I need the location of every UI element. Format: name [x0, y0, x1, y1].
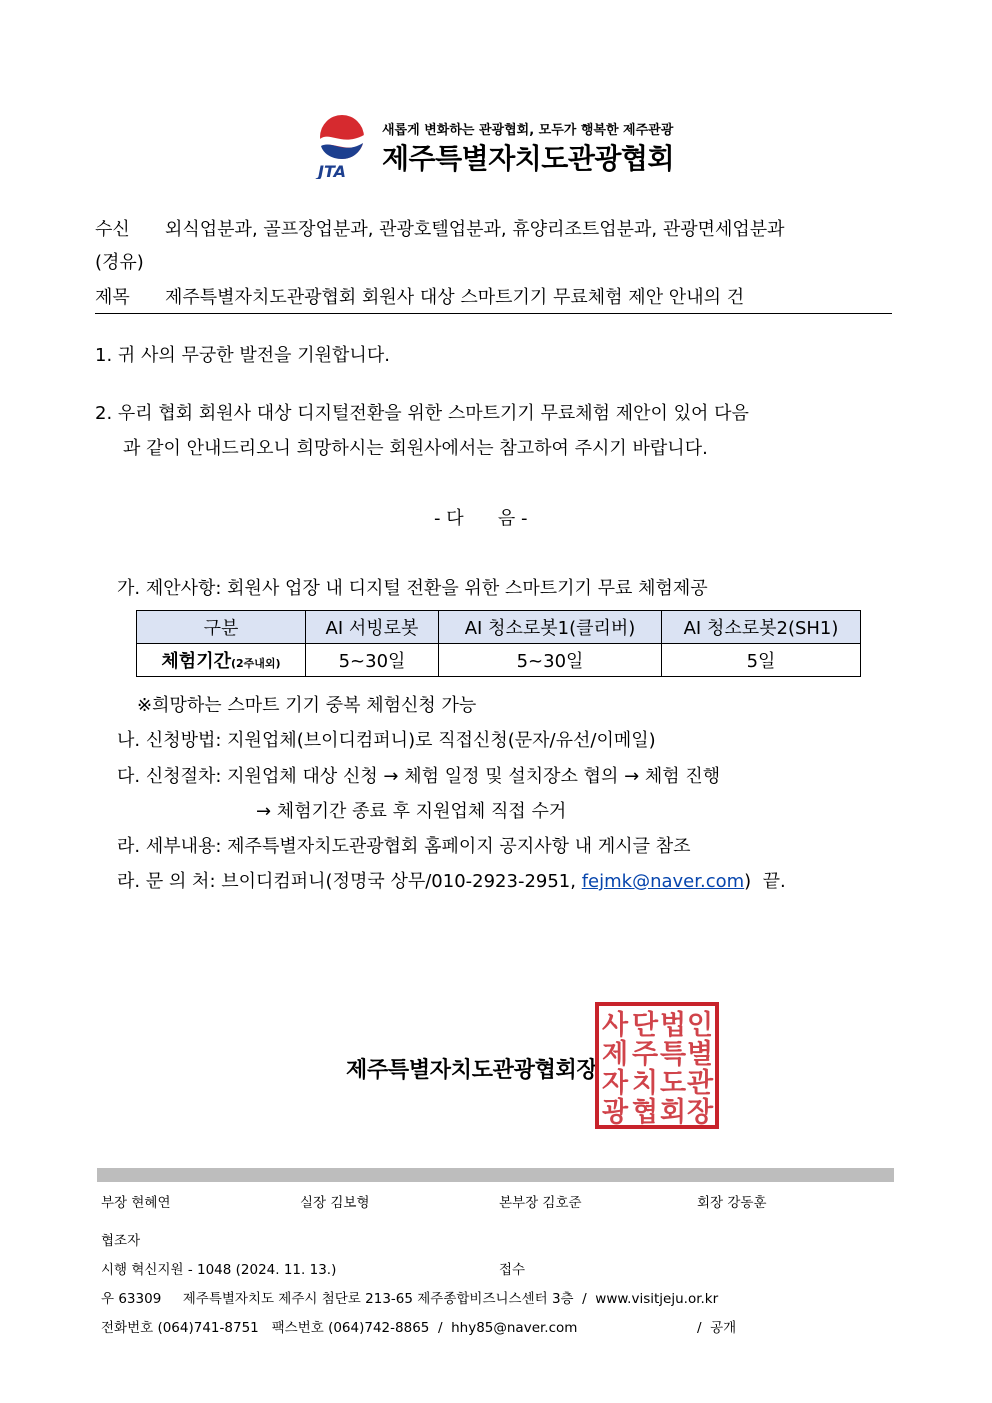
- subject-divider: [95, 313, 892, 314]
- item-ga: 가. 제안사항: 회원사 업장 내 디지털 전환을 위한 스마트기기 무료 체험제공: [117, 578, 708, 599]
- svg-text:광: 광: [601, 1097, 629, 1128]
- cooperator-label: 협조자: [101, 1233, 141, 1249]
- svg-text:단: 단: [631, 1010, 659, 1041]
- svg-text:관: 관: [686, 1068, 714, 1099]
- organization-title: 제주특별자치도관광협회: [382, 142, 675, 175]
- contact-end: ) 끝.: [744, 871, 786, 892]
- recipient-label: 수신: [95, 219, 130, 240]
- table-header-cell: 구분: [137, 611, 306, 644]
- svg-text:사: 사: [601, 1010, 629, 1041]
- table-row-label-cell: [137, 644, 306, 677]
- svg-text:장: 장: [686, 1097, 714, 1128]
- approver-4: 회장 강동훈: [697, 1195, 767, 1211]
- recipient-value: 외식업분과, 골프장업분과, 관광호텔업분과, 휴양리조트업분과, 관광면세업분과: [165, 219, 785, 240]
- item-na: 나. 신청방법: 지원업체(브이디컴퍼니)로 직접신청(문자/유선/이메일): [117, 730, 656, 751]
- duplicate-note: ※희망하는 스마트 기기 중복 체험신청 가능: [137, 695, 477, 716]
- approver-3: 본부장 김호준: [499, 1195, 582, 1211]
- enforcement-info: 시행 혁신지원 - 1048 (2024. 11. 13.): [101, 1262, 337, 1278]
- item-ra-contact: [117, 867, 786, 893]
- svg-text:협: 협: [631, 1097, 659, 1128]
- svg-text:회: 회: [659, 1097, 687, 1128]
- paragraph-2-line-1: 2. 우리 협회 회원사 대상 디지털전환을 위한 스마트기기 무료체험 제안이 있어 다음: [95, 403, 749, 424]
- row-label: 체험기간: [161, 651, 231, 672]
- table-header-cell: AI 청소로봇2(SH1): [662, 611, 861, 644]
- svg-text:자: 자: [601, 1068, 629, 1099]
- disclosure-status: / 공개: [697, 1320, 737, 1336]
- svg-text:제: 제: [601, 1039, 629, 1070]
- table-header-cell: AI 서빙로봇: [306, 611, 439, 644]
- subject-label: 제목: [95, 287, 130, 308]
- svg-text:인: 인: [686, 1010, 714, 1041]
- signature-name: 제주특별자치도관광협회장: [346, 1058, 598, 1083]
- table-header-cell: AI 청소로봇1(클리버): [439, 611, 662, 644]
- item-da-line-2: → 체험기간 종료 후 지원업체 직접 수거: [256, 801, 567, 822]
- table-header-row: [137, 611, 861, 644]
- svg-text:법: 법: [659, 1010, 687, 1041]
- item-da-line-1: 다. 신청절차: 지원업체 대상 신청 → 체험 일정 및 설치장소 협의 → 체험 진행: [117, 766, 721, 787]
- row-label-note: (2주내외): [230, 657, 281, 670]
- slogan: 새롭게 변화하는 관광협회, 모두가 행복한 제주관광: [382, 123, 674, 138]
- svg-text:주: 주: [631, 1039, 659, 1070]
- table-cell: 5~30일: [306, 644, 439, 677]
- approver-1: 부장 현혜연: [101, 1195, 171, 1211]
- contact-text: 라. 문 의 처: 브이디컴퍼니(정명국 상무/010-2923-2951,: [117, 871, 582, 892]
- svg-text:치: 치: [631, 1068, 659, 1099]
- footer-divider: [97, 1168, 894, 1182]
- item-ra-details: 라. 세부내용: 제주특별자치도관광협회 홈페이지 공지사항 내 게시글 참조: [117, 836, 691, 857]
- receipt-label: 접수: [499, 1262, 526, 1278]
- table-cell: 5일: [662, 644, 861, 677]
- paragraph-2-line-2: 과 같이 안내드리오니 희망하시는 회원사에서는 참고하여 주시기 바랍니다.: [123, 438, 708, 459]
- svg-text:도: 도: [659, 1068, 687, 1099]
- contact-email-link[interactable]: fejmk@naver.com: [581, 871, 745, 892]
- table-row: [137, 644, 861, 677]
- via-label: (경유): [95, 252, 144, 273]
- table-cell: 5~30일: [439, 644, 662, 677]
- address-line: 우 63309 제주특별자치도 제주시 첨단로 213-65 제주종합비즈니스센터 3층 / www.visitjeju.or.kr: [101, 1291, 719, 1307]
- jta-logo-icon: [312, 113, 372, 179]
- paragraph-1: 1. 귀 사의 무궁한 발전을 기원합니다.: [95, 345, 390, 366]
- logo-text: JTA: [318, 162, 347, 179]
- official-seal-icon: [593, 1000, 721, 1131]
- svg-text:특: 특: [659, 1039, 687, 1070]
- phone-line: 전화번호 (064)741-8751 팩스번호 (064)742-8865 / hhy85@naver.com: [101, 1320, 578, 1336]
- experience-table: [136, 610, 861, 677]
- da-eum-heading: - 다 음 -: [434, 508, 528, 529]
- svg-text:별: 별: [686, 1039, 714, 1070]
- subject-value: 제주특별자치도관광협회 회원사 대상 스마트기기 무료체험 제안 안내의 건: [165, 287, 745, 308]
- approver-2: 실장 김보형: [300, 1195, 370, 1211]
